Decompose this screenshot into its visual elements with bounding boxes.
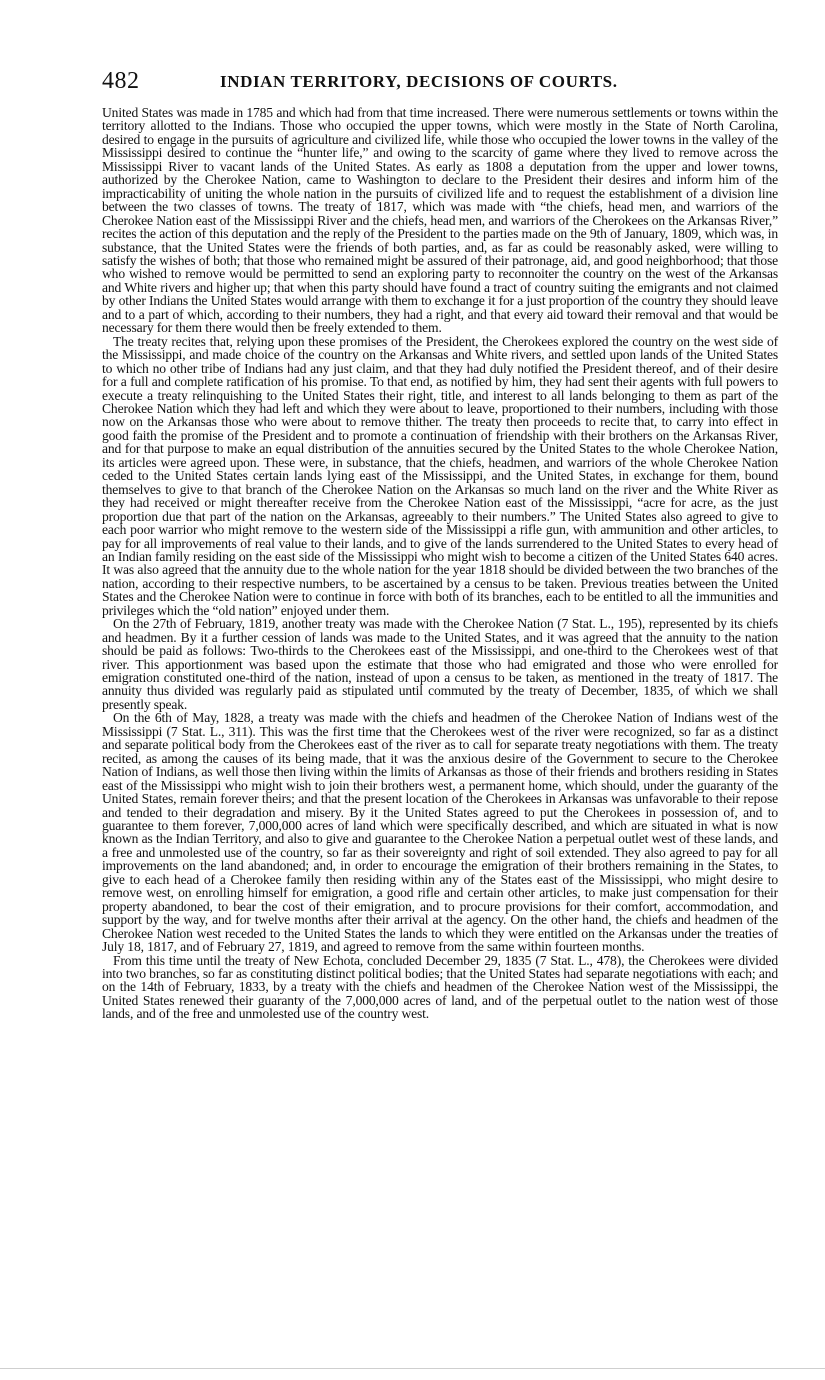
paragraph-3: On the 27th of February, 1819, another treaty was made with the Cherokee Nation (7 Stat. L., 195), represented by its chiefs and headmen. By it a further cession of lands was made to the United States, and it was agreed that the annuity to the nation should be paid as follows: Two-thirds to the Cherokees east of the Mississippi, and one-third to the Cherokees west of that river. This apportionment was based upon the estimate that those who had emigrated and those who were enrolled for emigration constituted one-third of the nation, instead of upon a census to be taken, as mentioned in the treaty of 1817. The annuity thus divided was regularly paid as stipulated until commuted by the treaty of December, 1835, of which we shall presently speak. bbox=[102, 616, 778, 712]
paragraph-4: On the 6th of May, 1828, a treaty was made with the chiefs and headmen of the Cherokee Nation of Indians west of the Mississippi (7 Stat. L., 311). This was the first time that the Cherokees west of the river were recognized, so far as a distinct and separate political body from the Cherokees east of the river as to call for separate treaty negotiations with them. The treaty recited, as among the causes of its being made, that it was the anxious desire of the Government to secure to the Cherokee Nation of Indians, as well those then living within the limits of Arkansas as those of their friends and brothers residing in States east of the Mississippi who might wish to join their brothers west, a permanent home, which should, under the guaranty of the United States, remain forever theirs; and that the present location of the Cherokees in Arkansas was unfavorable to their repose and tended to their degradation and misery. By it the United States agreed to put the Cherokees in possession of, and to guarantee to them forever, 7,000,000 acres of land which were specifically described, and which are situated in what is now known as the Indian Territory, and also to give and guarantee to the Cherokee Nation a perpetual outlet west of these lands, and a free and unmolested use of the country, so far as their sovereignty and right of soil extended. They also agreed to pay for all improvements on the land abandoned; and, in order to encourage the emigration of their brothers remaining in the States, to give to each head of a Cherokee family then residing within any of the States east of the Mississippi, who might desire to remove west, on enrolling himself for emigration, a good rifle and certain other articles, to make just compensation for their property abandoned, to bear the cost of their emigration, and to procure provisions for their comfort, accommodation, and support by the way, and for twelve months after their arrival at the agency. On the other hand, the chiefs and headmen of the Cherokee Nation west receded to the United States the lands to which they were entitled on the Arkansas under the treaties of July 18, 1817, and of February 27, 1819, and agreed to remove from the same within fourteen months. bbox=[102, 710, 778, 955]
paragraph-2: The treaty recites that, relying upon these promises of the President, the Cherokees explored the country on the west side of the Mississippi, and made choice of the country on the Arkansas and White rivers, and settled upon lands of the United States to which no other tribe of Indians had any just claim, and that they had duly notified the President thereof, and of their desire for a full and complete ratification of his promise. To that end, as notified by him, they had sent their agents with full powers to execute a treaty relinquishing to the United States their right, title, and interest to all lands belonging to them as part of the Cherokee Nation which they had left and which they were about to leave, proportioned to their numbers, including with those now on the Arkansas those who were about to remove thither. The treaty then proceeds to recite that, to carry into effect in good faith the promise of the President and to promote a continuation of friendship with their brothers on the Arkansas River, and for that purpose to make an equal distribution of the annuities secured by the United States to the whole Cherokee Nation, its articles were agreed upon. These were, in substance, that the chiefs, headmen, and warriors of the whole Cherokee Nation ceded to the United States certain lands lying east of the Mississippi, and the United States, in exchange for them, bound themselves to give to that branch of the Cherokee Nation on the Arkansas so much land on the river and the White River as they had received or might thereafter receive from the Cherokee Nation east of the Mississippi, “acre for acre, as the just proportion due that part of the nation on the Arkansas, agreeably to their numbers.” The United States also agreed to give to each poor warrior who might remove to the western side of the Mississippi a rifle gun, with ammunition and other articles, to pay for all improvements of real value to their lands, and to give of the lands surrendered to the United States to every head of an Indian family residing on the east side of the Mississippi who might wish to become a citizen of the United States 640 acres. It was also agreed that the annuity due to the whole nation for the year 1818 should be divided between the two branches of the nation, according to their respective numbers, to be ascertained by a census to be taken. Previous treaties between the United States and the Cherokee Nation were to continue in force with both of its branches, each to be entitled to all the immunities and privileges which the “old nation” enjoyed under them. bbox=[102, 333, 778, 618]
bottom-border bbox=[0, 1368, 825, 1369]
paragraph-5: From this time until the treaty of New Echota, concluded December 29, 1835 (7 Stat. L., 478), the Cherokees were divided into two branches, so far as constituting distinct political bodies; that the United States had separate negotiations with each; and on the 14th of February, 1833, by a treaty with the chiefs and headmen of the Cherokee Nation west of the Mississippi, the United States renewed their guaranty of the 7,000,000 acres of land, and of the perpetual outlet to the nation west of those lands, and of the free and unmolested use of the country west. bbox=[102, 952, 778, 1022]
running-head: INDIAN TERRITORY, DECISIONS OF COURTS. bbox=[220, 72, 618, 91]
page-number: 482 bbox=[102, 68, 140, 94]
paragraph-1: United States was made in 1785 and which had from that time increased. There were numerous settlements or towns within the territory allotted to the Indians. Those who occupied the upper towns, which were mostly in the State of North Carolina, desired to engage in the pursuits of agriculture and civilized life, while those who occupied the lower towns in the valley of the Mississippi desired to continue the “hunter life,” and owing to the scarcity of game where they lived to remove across the Mississippi River to vacant lands of the United States. As early as 1808 a deputation from the upper and lower towns, authorized by the Cherokee Nation, came to Washington to declare to the President their desires and inform him of the impracticability of uniting the whole nation in the pursuits of civilized life and to request the establishment of a division line between the two classes of towns. The treaty of 1817, which was made with “the chiefs, head men, and warriors of the Cherokee Nation east of the Mississippi River and the chiefs, head men, and warriors of the Cherokees on the Arkansas River,” recites the action of this deputation and the reply of the President to the parties made on the 9th of January, 1809, which was, in substance, that the United States were the friends of both parties, and, as far as could be reasonably asked, were willing to satisfy the wishes of both; that those who remained might be assured of their patronage, aid, and good neighborhood; that those who wished to remove would be permitted to send an exploring party to reconnoiter the country on the west of the Arkansas and White rivers and higher up; that when this party should have found a tract of country suiting the emigrants and not claimed by other Indians the United States would arrange with them to exchange it for a just proportion of the country they should leave and to a part of which, according to their numbers, they had a right, and that every aid toward their removal and that would be necessary for them there would then be freely extended to them. bbox=[102, 105, 778, 336]
page-header bbox=[102, 68, 780, 98]
body-text bbox=[102, 106, 778, 1021]
